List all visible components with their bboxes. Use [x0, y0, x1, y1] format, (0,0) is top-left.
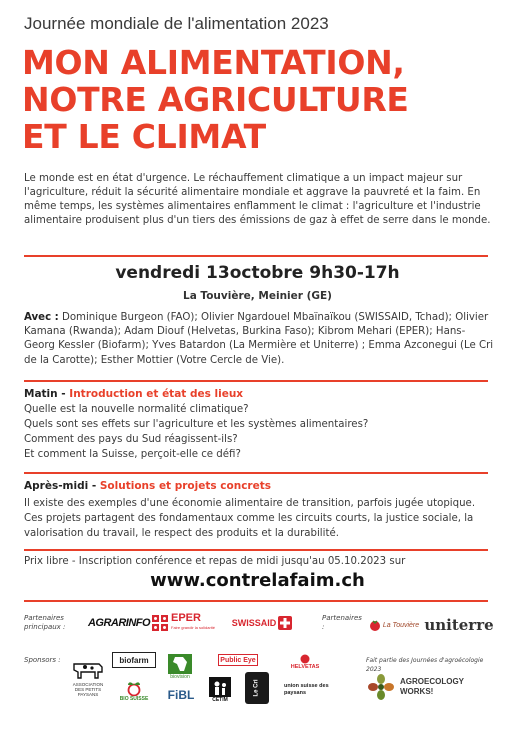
main-partners-label: Partenaires principaux :	[24, 614, 66, 631]
swissaid-cross-icon	[278, 616, 292, 630]
website-link[interactable]: www.contrelafaim.ch	[150, 570, 365, 591]
agroecology-works-logo	[368, 672, 488, 702]
cetim-logo-text: CETIM	[212, 697, 228, 703]
divider	[24, 472, 488, 474]
biosuisse-logo-text: BIO SUISSE	[119, 696, 149, 702]
cetim-logo	[206, 674, 234, 706]
biosuisse-logo	[114, 676, 154, 706]
title-line-1: MON ALIMENTATION,	[22, 43, 405, 82]
eper-logo	[152, 610, 224, 636]
biovision-logo-text: biovision	[170, 674, 190, 680]
public-eye-logo	[218, 654, 258, 666]
petits-paysans-logo-text: ASSOCIATION DES PETITS PAYSANS	[72, 681, 104, 697]
matin-title: Introduction et état des lieux	[69, 388, 244, 400]
agroecology-works-text: AGROECOLOGY WORKS!	[400, 677, 464, 696]
bud-icon	[125, 680, 143, 696]
event-date: vendredi 13octobre 9h30-17h	[115, 263, 400, 283]
biofarm-logo	[112, 652, 156, 668]
public-eye-logo-text: Public Eye	[220, 656, 256, 664]
question-item: Comment des pays du Sud réagissent-ils?	[24, 434, 238, 445]
uniterre-logo-text: uniterre	[424, 616, 494, 634]
event-subtitle: Journée mondiale de l'alimentation 2023	[24, 14, 329, 33]
agroecology-days-label: Fait partie des Journées d'agroécologie 2023	[366, 657, 484, 673]
usp-logo-text: union suisse des paysans	[284, 683, 329, 696]
apres-midi-heading: Après-midi - Solutions et projets concrets	[24, 480, 271, 492]
speakers-paragraph	[24, 311, 494, 368]
main-title	[22, 44, 492, 155]
petits-paysans-logo	[68, 650, 108, 704]
usp-logo	[284, 680, 336, 700]
speakers-list: Dominique Burgeon (FAO); Olivier Ngardouel Mbaïnaïkou (SWISSAID, Tchad); Olivier Kamana (Rwanda); Adam Diouf (Helvetas, Burkina Faso); Kibrom Mehari (EPER); Hans-Georg Kessler (Biofarm); Yves Batardon (La Mermière et Uniterre) ; Emma Azconegui (Le Cri de la Carotte); Esther Mottier (Votre Cercle de Vie).	[24, 312, 494, 366]
registration-text: Prix libre - Inscription conférence et repas de midi jusqu'au 05.10.2023 sur	[24, 556, 406, 567]
agrarinfo-logo	[87, 612, 151, 634]
divider	[24, 600, 488, 602]
eper-tagline: Faire grandir la solidarité	[171, 625, 216, 630]
sponsors-label: Sponsors :	[24, 656, 61, 664]
cri-carotte-logo-text: Le Cri	[253, 679, 260, 697]
agrarinfo-logo-text: AGRARINFO	[87, 617, 151, 629]
eper-mark-icon	[152, 615, 168, 631]
uniterre-logo	[424, 614, 494, 636]
matin-questions	[24, 402, 494, 462]
swissaid-logo	[226, 612, 298, 634]
divider	[24, 255, 488, 257]
matin-heading: Matin - Introduction et état des lieux	[24, 388, 244, 400]
helvetas-mark-icon	[299, 654, 311, 664]
divider	[24, 549, 488, 551]
africa-map-icon	[168, 654, 192, 674]
title-line-3: ET LE CLIMAT	[22, 117, 266, 156]
touviere-tomato-icon	[369, 619, 381, 631]
question-item: Quelle est la nouvelle normalité climatique?	[24, 404, 249, 415]
touviere-logo	[365, 612, 423, 638]
divider	[24, 380, 488, 382]
helvetas-logo	[278, 652, 332, 672]
question-item: Quels sont ses effets sur l'agriculture et les systèmes alimentaires?	[24, 419, 369, 430]
eper-logo-text: EPER	[171, 612, 201, 624]
fibl-logo	[164, 686, 198, 704]
speakers-label: Avec :	[24, 312, 59, 323]
biovision-logo	[164, 652, 196, 682]
title-line-2: NOTRE AGRICULTURE	[22, 80, 409, 119]
touviere-logo-text: La Touvière	[382, 621, 420, 629]
helvetas-logo-text: HELVETAS	[290, 664, 320, 670]
apres-midi-paragraph: Il existe des exemples d'une économie alimentaire de transition, parfois jugée utopique. Ces projets partagent des fondamentaux comme les circuits courts, la justice sociale, la valorisation du travail, le respect des produits et la durabilité.	[24, 498, 476, 539]
intro-paragraph: Le monde est en état d'urgence. Le réchauffement climatique a un impact majeur sur l'agriculture, réduit la sécurité alimentaire mondiale et aggrave la pauvreté et la faim. En même temps, les systèmes alimentaires enflamment le climat : l'agriculture et l'industrie alimentaire produisent plus d'un tiers des émissions de gaz à effet de serre dans le monde.	[24, 173, 491, 226]
flower-icon	[368, 674, 394, 700]
swissaid-logo-text: SWISSAID	[231, 618, 277, 628]
biofarm-logo-text: biofarm	[119, 655, 149, 665]
question-item: Et comment la Suisse, perçoit-elle ce défi?	[24, 449, 241, 460]
cetim-figures-icon	[209, 677, 231, 697]
event-place: La Touvière, Meinier (GE)	[183, 290, 332, 302]
partners-label: Partenaires :	[322, 614, 362, 631]
cri-carotte-logo	[245, 672, 269, 704]
cow-icon	[71, 658, 105, 680]
apres-midi-title: Solutions et projets concrets	[99, 480, 271, 492]
fibl-logo-text: FiBL	[167, 688, 195, 702]
